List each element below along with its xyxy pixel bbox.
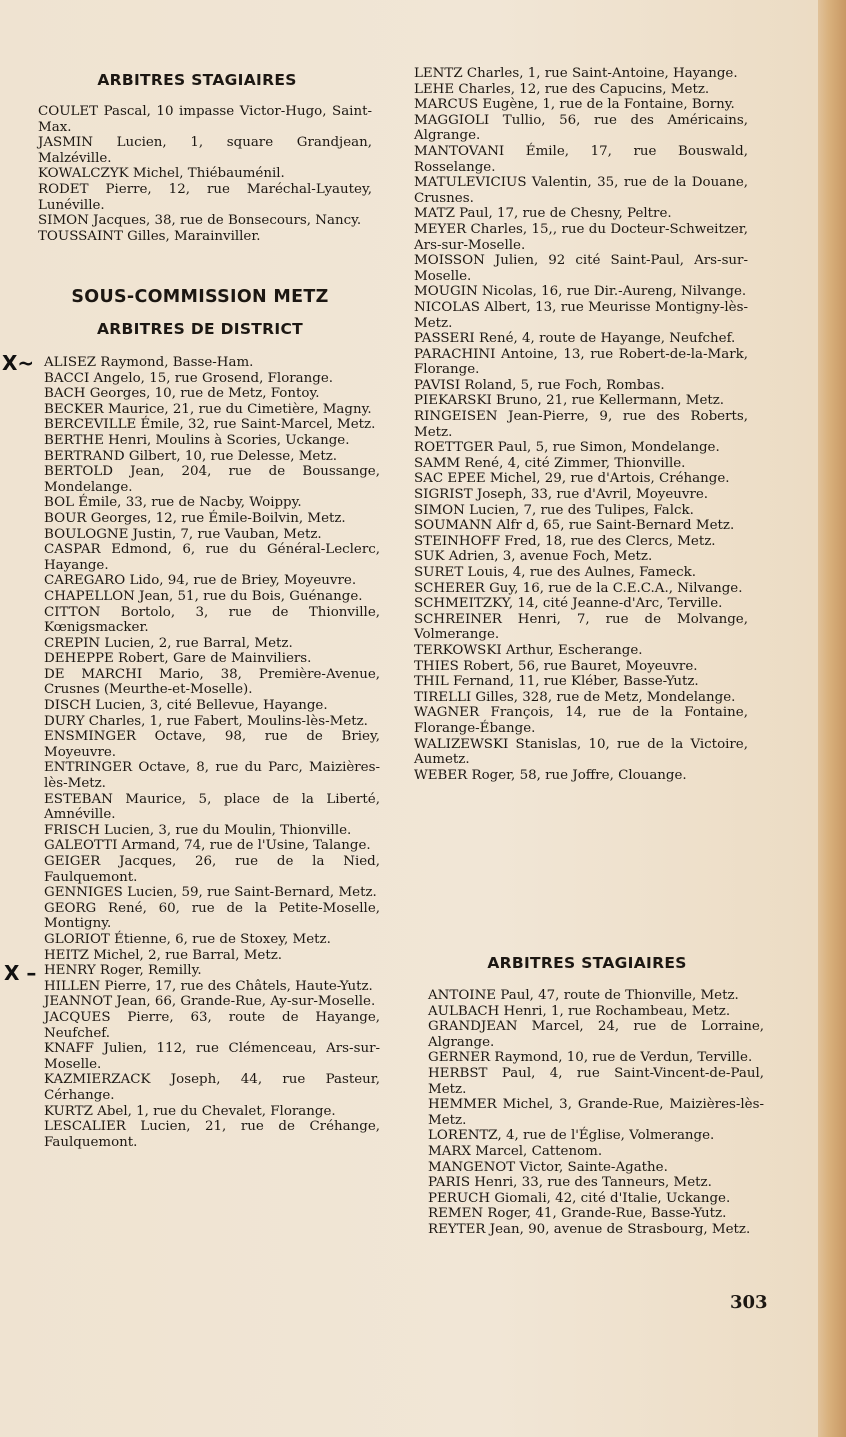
directory-entry: SUK Adrien, 3, avenue Foch, Metz. bbox=[414, 549, 653, 565]
right-stagiaires-list bbox=[412, 988, 764, 1238]
directory-entry: RINGEISEN Jean-Pierre, 9, rue des Roberts, Metz. bbox=[414, 409, 748, 440]
directory-entry: ROETTGER Paul, 5, rue Simon, Mondelange. bbox=[414, 440, 720, 456]
directory-entry: GEORG René, 60, rue de la Petite-Moselle, Montigny. bbox=[44, 900, 380, 932]
directory-entry: HEMMER Michel, 3, Grande-Rue, Maizières-lès-Metz. bbox=[428, 1097, 764, 1128]
page-number: 303 bbox=[730, 1292, 768, 1313]
directory-entry: LENTZ Charles, 1, rue Saint-Antoine, Hayange. bbox=[414, 66, 738, 81]
directory-entry: REMEN Roger, 41, Grande-Rue, Basse-Yutz. bbox=[428, 1206, 727, 1222]
directory-entry: PAVISI Roland, 5, rue Foch, Rombas. bbox=[414, 377, 665, 393]
directory-entry: NICOLAS Albert, 13, rue Meurisse Montigny-lès-Metz. bbox=[414, 299, 748, 331]
district-list bbox=[28, 355, 380, 1150]
directory-entry: GERNER Raymond, 10, rue de Verdun, Terville. bbox=[428, 1050, 753, 1066]
directory-entry: PARACHINI Antoine, 13, rue Robert-de-la-Mark, Florange. bbox=[414, 346, 748, 378]
directory-entry: HENRY Roger, Remilly. bbox=[44, 963, 202, 979]
directory-entry: GALEOTTI Armand, 74, rue de l'Usine, Talange. bbox=[44, 838, 371, 854]
directory-entry: SCHMEITZKY, 14, cité Jeanne-d'Arc, Terville. bbox=[414, 596, 723, 612]
directory-entry: CHAPELLON Jean, 51, rue du Bois, Guénange. bbox=[44, 588, 363, 604]
directory-entry: KNAFF Julien, 112, rue Clémenceau, Ars-sur-Moselle. bbox=[44, 1041, 380, 1072]
directory-entry: SCHERER Guy, 16, rue de la C.E.C.A., Nilvange. bbox=[414, 580, 743, 596]
directory-entry: KOWALCZYK Michel, Thiébauménil. bbox=[38, 166, 285, 182]
directory-entry: GEIGER Jacques, 26, rue de la Nied, Faulquemont. bbox=[44, 854, 380, 885]
directory-entry: ESTEBAN Maurice, 5, place de la Liberté, Amnéville. bbox=[44, 791, 380, 823]
directory-entry: AULBACH Henri, 1, rue Rochambeau, Metz. bbox=[428, 1003, 731, 1019]
directory-entry: PERUCH Giomali, 42, cité d'Italie, Uckange. bbox=[428, 1190, 731, 1206]
directory-entry: COULET Pascal, 10 impasse Victor-Hugo, Saint-Max. bbox=[38, 104, 372, 135]
directory-entry: CREPIN Lucien, 2, rue Barral, Metz. bbox=[44, 635, 293, 651]
directory-entry: MOISSON Julien, 92 cité Saint-Paul, Ars-sur-Moselle. bbox=[414, 253, 748, 284]
directory-entry: ALISEZ Raymond, Basse-Ham. bbox=[44, 355, 254, 370]
directory-entry: KURTZ Abel, 1, rue du Chevalet, Florange. bbox=[44, 1103, 336, 1119]
directory-entry: BACH Georges, 10, rue de Metz, Fontoy. bbox=[44, 386, 320, 402]
directory-entry: MOUGIN Nicolas, 16, rue Dir.-Aureng, Nilvange. bbox=[414, 284, 747, 300]
directory-entry: LESCALIER Lucien, 21, rue de Créhange, Faulquemont. bbox=[44, 1119, 380, 1150]
directory-entry: BERTOLD Jean, 204, rue de Boussange, Mondelange. bbox=[44, 464, 380, 495]
directory-entry: GLORIOT Étienne, 6, rue de Stoxey, Metz. bbox=[44, 931, 331, 947]
directory-entry: JACQUES Pierre, 63, route de Hayange, Neufchef. bbox=[44, 1009, 380, 1041]
commission-heading: SOUS-COMMISSION METZ bbox=[71, 287, 329, 307]
directory-entry: MATZ Paul, 17, rue de Chesny, Peltre. bbox=[414, 206, 672, 222]
directory-entry: BERCEVILLE Émile, 32, rue Saint-Marcel, Metz. bbox=[44, 417, 376, 433]
directory-entry: DISCH Lucien, 3, cité Bellevue, Hayange. bbox=[44, 698, 328, 714]
directory-entry: BERTRAND Gilbert, 10, rue Delesse, Metz. bbox=[44, 448, 338, 464]
directory-entry: KAZMIERZACK Joseph, 44, rue Pasteur, Cérhange. bbox=[44, 1072, 380, 1103]
directory-entry: TOUSSAINT Gilles, Marainviller. bbox=[38, 228, 261, 244]
handwritten-mark-genniges: X – bbox=[4, 961, 37, 985]
directory-entry: MANTOVANI Émile, 17, rue Bouswald, Rosselange. bbox=[414, 143, 748, 175]
directory-entry: ENTRINGER Octave, 8, rue du Parc, Maizières-lès-Metz. bbox=[44, 760, 380, 792]
directory-entry: SURET Louis, 4, rue des Aulnes, Fameck. bbox=[414, 565, 696, 580]
directory-entry: PASSERI René, 4, route de Hayange, Neufchef. bbox=[414, 331, 736, 347]
directory-entry: BOULOGNE Justin, 7, rue Vauban, Metz. bbox=[44, 526, 322, 542]
directory-entry: MATULEVICIUS Valentin, 35, rue de la Douane, Crusnes. bbox=[414, 175, 748, 206]
directory-entry: TERKOWSKI Arthur, Escherange. bbox=[414, 642, 643, 658]
directory-entry: MANGENOT Victor, Sainte-Agathe. bbox=[428, 1159, 668, 1175]
directory-entry: CITTON Bortolo, 3, rue de Thionville, Kœnigsmacker. bbox=[44, 604, 380, 636]
directory-entry: FRISCH Lucien, 3, rue du Moulin, Thionville. bbox=[44, 822, 352, 838]
directory-entry: MARCUS Eugène, 1, rue de la Fontaine, Borny. bbox=[414, 97, 735, 113]
directory-entry: STEINHOFF Fred, 18, rue des Clercs, Metz. bbox=[414, 533, 716, 549]
directory-entry: RODET Pierre, 12, rue Maréchal-Lyautey, Lunéville. bbox=[38, 181, 372, 213]
directory-entry: PIEKARSKI Bruno, 21, rue Kellermann, Metz. bbox=[414, 393, 725, 409]
directory-entry: SCHREINER Henri, 7, rue de Molvange, Volmerange. bbox=[414, 611, 748, 643]
directory-entry: JEANNOT Jean, 66, Grande-Rue, Ay-sur-Moselle. bbox=[44, 994, 376, 1010]
directory-entry: BECKER Maurice, 21, rue du Cimetière, Magny. bbox=[44, 401, 372, 417]
left-stagiaires-heading: ARBITRES STAGIAIRES bbox=[97, 71, 297, 89]
directory-entry: REYTER Jean, 90, avenue de Strasbourg, Metz. bbox=[428, 1221, 751, 1237]
directory-entry: SIMON Jacques, 38, rue de Bonsecours, Nancy. bbox=[38, 213, 362, 229]
directory-entry: MEYER Charles, 15,, rue du Docteur-Schweitzer, Ars-sur-Moselle. bbox=[414, 221, 748, 253]
directory-entry: LEHE Charles, 12, rue des Capucins, Metz. bbox=[414, 81, 710, 97]
directory-entry: WEBER Roger, 58, rue Joffre, Clouange. bbox=[414, 767, 687, 783]
directory-entry: TIRELLI Gilles, 328, rue de Metz, Mondelange. bbox=[414, 689, 736, 705]
directory-entry: THIL Fernand, 11, rue Kléber, Basse-Yutz. bbox=[414, 674, 699, 690]
directory-entry: SAC EPEE Michel, 29, rue d'Artois, Créhange. bbox=[414, 471, 730, 487]
directory-entry: ENSMINGER Octave, 98, rue de Briey, Moyeuvre. bbox=[44, 729, 380, 760]
directory-entry: THIES Robert, 56, rue Bauret, Moyeuvre. bbox=[414, 658, 698, 674]
directory-entry: BACCI Angelo, 15, rue Grosend, Florange. bbox=[44, 370, 334, 386]
directory-entry: SOUMANN Alfr d, 65, rue Saint-Bernard Metz. bbox=[414, 518, 735, 534]
directory-entry: CASPAR Edmond, 6, rue du Général-Leclerc, Hayange. bbox=[44, 542, 380, 573]
right-stagiaires-heading: ARBITRES STAGIAIRES bbox=[487, 954, 687, 972]
directory-entry: BERTHE Henri, Moulins à Scories, Uckange. bbox=[44, 432, 350, 448]
directory-entry: HERBST Paul, 4, rue Saint-Vincent-de-Paul, Metz. bbox=[428, 1065, 764, 1097]
directory-entry: GRANDJEAN Marcel, 24, rue de Lorraine, Algrange. bbox=[428, 1019, 764, 1050]
district-list-continued bbox=[398, 66, 748, 783]
directory-entry: MAGGIOLI Tullio, 56, rue des Américains, Algrange. bbox=[414, 112, 748, 144]
directory-entry: HEITZ Michel, 2, rue Barral, Metz. bbox=[44, 947, 283, 963]
directory-entry: SIMON Lucien, 7, rue des Tulipes, Falck. bbox=[414, 502, 694, 518]
left-stagiaires-list bbox=[22, 104, 372, 244]
page-edge bbox=[818, 0, 846, 1437]
directory-entry: JASMIN Lucien, 1, square Grandjean, Malzéville. bbox=[38, 135, 372, 166]
directory-entry: HILLEN Pierre, 17, rue des Châtels, Haute-Yutz. bbox=[44, 978, 373, 994]
directory-entry: PARIS Henri, 33, rue des Tanneurs, Metz. bbox=[428, 1175, 712, 1191]
directory-entry: DURY Charles, 1, rue Fabert, Moulins-lès-Metz. bbox=[44, 713, 368, 729]
directory-entry: SAMM René, 4, cité Zimmer, Thionville. bbox=[414, 455, 686, 471]
directory-entry: WAGNER François, 14, rue de la Fontaine, Florange-Ébange. bbox=[414, 705, 748, 736]
directory-entry: BOUR Georges, 12, rue Émile-Boilvin, Metz. bbox=[44, 510, 346, 526]
directory-entry: CAREGARO Lido, 94, rue de Briey, Moyeuvre. bbox=[44, 573, 357, 589]
directory-entry: DEHEPPE Robert, Gare de Mainviliers. bbox=[44, 651, 312, 667]
directory-entry: LORENTZ, 4, rue de l'Église, Volmerange. bbox=[428, 1128, 715, 1144]
directory-entry: WALIZEWSKI Stanislas, 10, rue de la Victoire, Aumetz. bbox=[414, 736, 748, 768]
handwritten-mark-alisez: X~ bbox=[2, 351, 35, 375]
directory-entry: BOL Émile, 33, rue de Nacby, Woippy. bbox=[44, 495, 302, 511]
directory-entry: DE MARCHI Mario, 38, Première-Avenue, Crusnes (Meurthe-et-Moselle). bbox=[44, 666, 380, 698]
directory-entry: GENNIGES Lucien, 59, rue Saint-Bernard, Metz. bbox=[44, 885, 377, 901]
directory-entry: ANTOINE Paul, 47, route de Thionville, Metz. bbox=[428, 988, 739, 1003]
directory-entry: MARX Marcel, Cattenom. bbox=[428, 1143, 603, 1159]
district-heading: ARBITRES DE DISTRICT bbox=[96, 320, 304, 338]
directory-entry: SIGRIST Joseph, 33, rue d'Avril, Moyeuvre. bbox=[414, 487, 709, 503]
